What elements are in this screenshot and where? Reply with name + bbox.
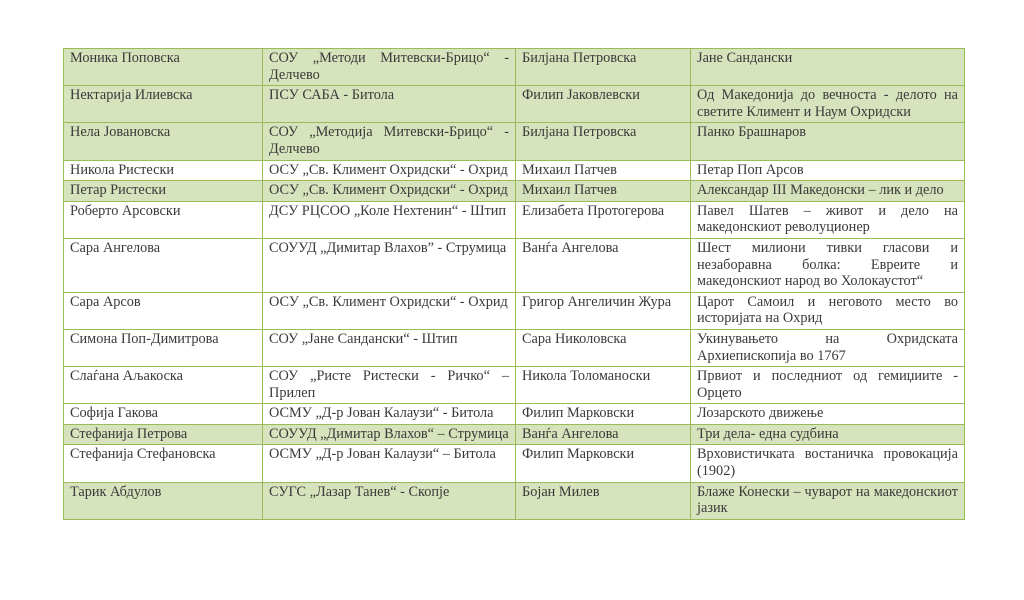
table-row (64, 292, 965, 329)
topic-cell: Петар Поп Арсов (691, 160, 965, 181)
topic-cell: Укинувањето на Охридската Архиепископија во 1767 (691, 329, 965, 366)
student-cell: Симона Поп-Димитрова (64, 329, 263, 366)
school-cell: СОУ „Методија Митевски-Брицо“ - Делчево (263, 123, 516, 160)
topic-cell: Јане Сандански (691, 49, 965, 86)
mentor-cell: Бојан Милев (516, 482, 691, 519)
table-row (64, 160, 965, 181)
topic-cell: Од Македонија до вечноста - делото на светите Климент и Наум Охридски (691, 86, 965, 123)
mentor-cell: Михаил Патчев (516, 160, 691, 181)
mentor-cell: Филип Марковски (516, 445, 691, 482)
mentor-cell: Никола Толоманоски (516, 367, 691, 404)
student-cell: Стефанија Петрова (64, 424, 263, 445)
mentor-cell: Григор Ангеличин Жура (516, 292, 691, 329)
table-row (64, 329, 965, 366)
student-cell: Сара Арсов (64, 292, 263, 329)
mentor-cell: Билјана Петровска (516, 123, 691, 160)
table-row (64, 238, 965, 292)
school-cell: СОУУД „Димитар Влахов“ – Струмица (263, 424, 516, 445)
mentor-cell: Сара Николовска (516, 329, 691, 366)
student-cell: Софија Гакова (64, 404, 263, 425)
school-cell: ПСУ САБА - Битола (263, 86, 516, 123)
table-row (64, 367, 965, 404)
topic-cell: Врховистичката востаничка провокација (1902) (691, 445, 965, 482)
school-cell: СОУУД „Димитар Влахов” - Струмица (263, 238, 516, 292)
table-body (64, 49, 965, 520)
table-row (64, 201, 965, 238)
mentor-cell: Билјана Петровска (516, 49, 691, 86)
table-row (64, 482, 965, 519)
topic-cell: Блаже Конески – чуварот на македонскиот јазик (691, 482, 965, 519)
school-cell: СУГС „Лазар Танев“ - Скопје (263, 482, 516, 519)
mentor-cell: Филип Марковски (516, 404, 691, 425)
table-row (64, 424, 965, 445)
topic-cell: Царот Самоил и неговото место во историјата на Охрид (691, 292, 965, 329)
table-row (64, 49, 965, 86)
school-cell: ОСУ „Св. Климент Охридски“ - Охрид (263, 292, 516, 329)
student-cell: Слаѓана Аљакоска (64, 367, 263, 404)
table-row (64, 123, 965, 160)
topic-cell: Александар III Македонски – лик и дело (691, 181, 965, 202)
mentor-cell: Ванѓа Ангелова (516, 238, 691, 292)
mentor-cell: Елизабета Протогерова (516, 201, 691, 238)
school-cell: ДСУ РЦСОО „Коле Нехтенин“ - Штип (263, 201, 516, 238)
student-cell: Тарик Абдулов (64, 482, 263, 519)
student-cell: Сара Ангелова (64, 238, 263, 292)
school-cell: ОСМУ „Д-р Јован Калаузи“ - Битола (263, 404, 516, 425)
student-cell: Нела Јовановска (64, 123, 263, 160)
mentor-cell: Михаил Патчев (516, 181, 691, 202)
mentor-cell: Филип Јаковлевски (516, 86, 691, 123)
student-cell: Роберто Арсовски (64, 201, 263, 238)
topic-cell: Шест милиони тивки гласови и незаборавна болка: Евреите и македонскиот народ во Холокаустот“ (691, 238, 965, 292)
mentor-cell: Ванѓа Ангелова (516, 424, 691, 445)
school-cell: СОУ „Методи Митевски-Брицо“ - Делчево (263, 49, 516, 86)
topic-cell: Лозарското движење (691, 404, 965, 425)
table-row (64, 86, 965, 123)
student-cell: Петар Ристески (64, 181, 263, 202)
table-row (64, 404, 965, 425)
table-row (64, 445, 965, 482)
school-cell: ОСМУ „Д-р Јован Калаузи“ – Битола (263, 445, 516, 482)
topic-cell: Панко Брашнаров (691, 123, 965, 160)
topic-cell: Три дела- една судбина (691, 424, 965, 445)
school-cell: СОУ „Ристе Ристески - Ричко“ – Прилеп (263, 367, 516, 404)
student-cell: Никола Ристески (64, 160, 263, 181)
school-cell: СОУ „Јане Сандански“ - Штип (263, 329, 516, 366)
school-cell: ОСУ „Св. Климент Охридски“ - Охрид (263, 181, 516, 202)
student-cell: Стефанија Стефановска (64, 445, 263, 482)
table-row (64, 181, 965, 202)
students-mentors-table (63, 48, 965, 520)
student-cell: Моника Поповска (64, 49, 263, 86)
school-cell: ОСУ „Св. Климент Охридски“ - Охрид (263, 160, 516, 181)
topic-cell: Првиот и последниот од гемиџиите - Орцето (691, 367, 965, 404)
student-cell: Нектарија Илиевска (64, 86, 263, 123)
students-table-container (63, 48, 964, 520)
topic-cell: Павел Шатев – живот и дело на македонскиот револуционер (691, 201, 965, 238)
